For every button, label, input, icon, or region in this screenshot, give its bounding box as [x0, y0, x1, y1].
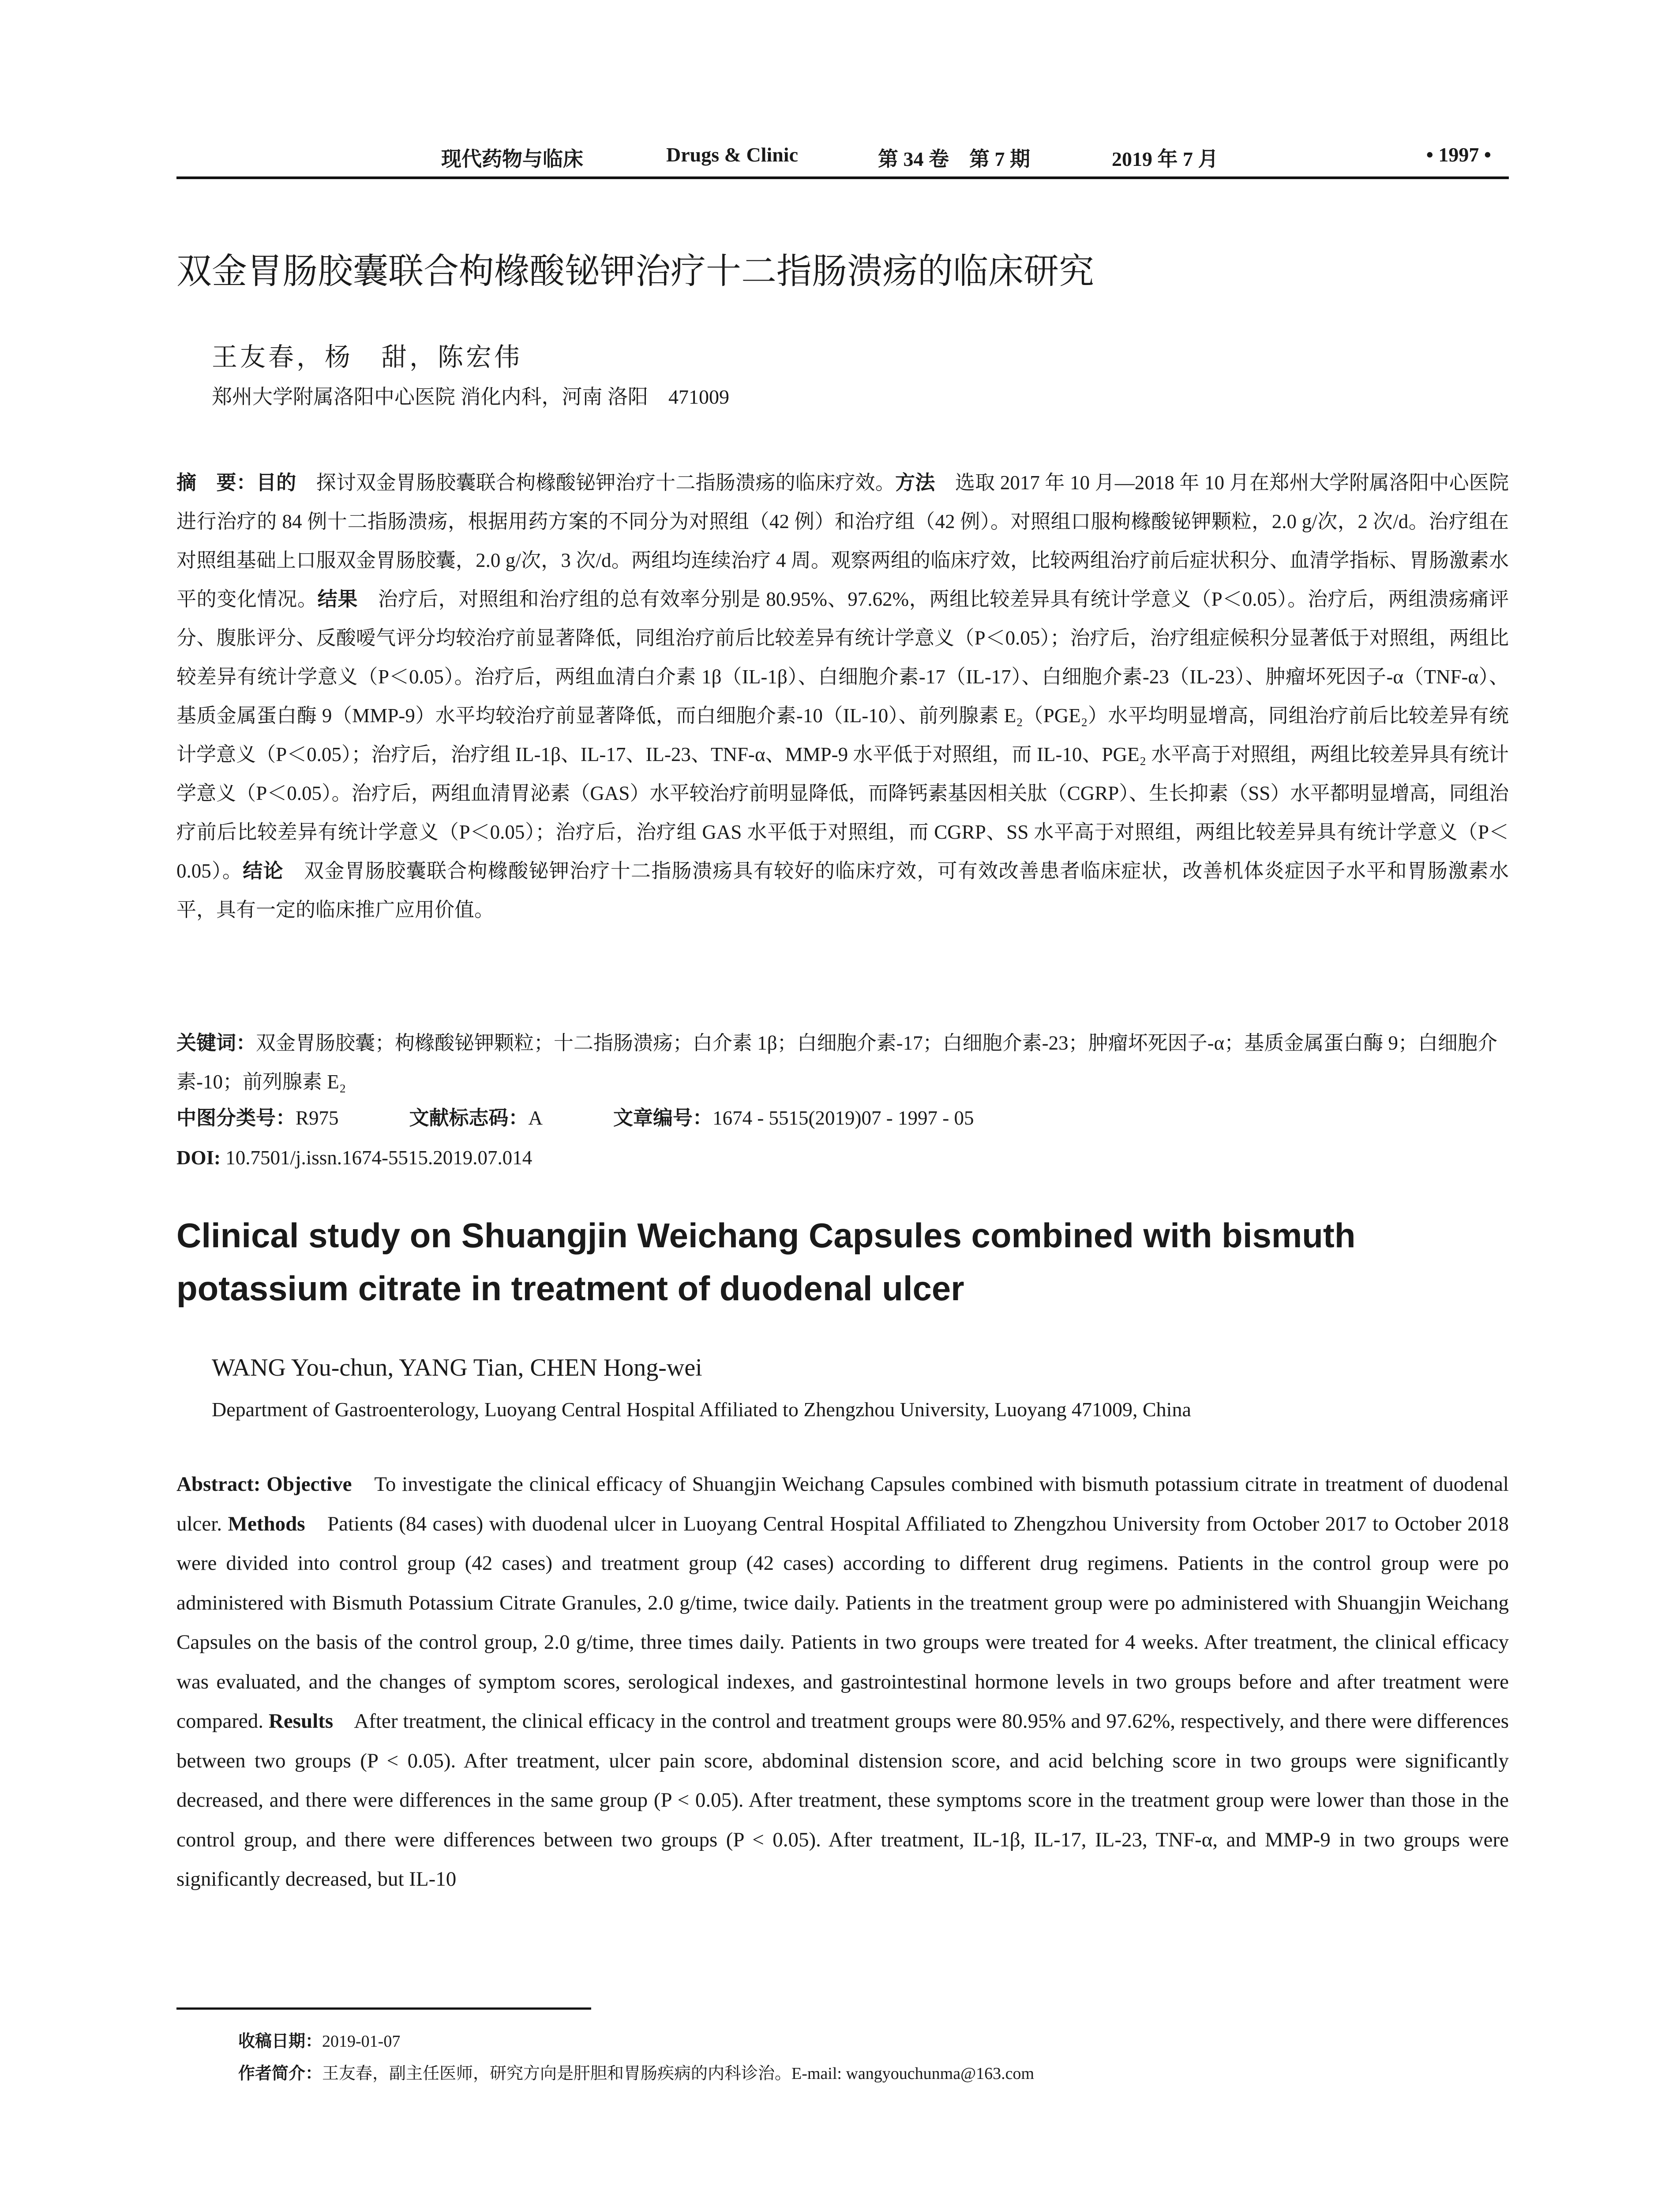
- objective-label-cn: 目的: [256, 471, 296, 494]
- abstract-label-en: Abstract: Objective: [176, 1473, 352, 1496]
- keywords-label-cn: 关键词：: [176, 1031, 256, 1054]
- objective-text-en: To investigate the clinical efficacy of Shuangjin Weichang Capsules combined with bismuth potassium citrate in treatment of duodenal ulcer.: [176, 1473, 1509, 1535]
- footnote-divider: [176, 2007, 591, 2010]
- keywords-cn: [176, 1024, 1509, 1101]
- received-value: 2019-01-07: [322, 2032, 401, 2051]
- author-bio-value: 王友春，副主任医师，研究方向是肝胆和胃肠疾病的内科诊治。E-mail: wangyouchunma@163.com: [322, 2064, 1034, 2083]
- affiliation-cn: 郑州大学附属洛阳中心医院 消化内科，河南 洛阳 471009: [212, 386, 729, 408]
- received-label: 收稿日期：: [238, 2031, 322, 2051]
- authors-en: WANG You-chun, YANG Tian, CHEN Hong-wei: [212, 1354, 702, 1381]
- methods-label-en: Methods: [228, 1512, 305, 1535]
- issue-date: 2019 年 7 月: [1112, 148, 1219, 170]
- results-label-en: Results: [268, 1710, 334, 1733]
- doc-code-value: A: [528, 1107, 543, 1129]
- running-header: [176, 137, 1509, 179]
- doi-value: 10.7501/j.issn.1674-5515.2019.07.014: [221, 1147, 532, 1169]
- authors-cn: 王友春，杨 甜，陈宏伟: [212, 343, 523, 371]
- affiliation-en: Department of Gastroenterology, Luoyang Central Hospital Affiliated to Zhengzhou University, Luoyang 471009, China: [212, 1398, 1191, 1421]
- doi-label: DOI:: [176, 1147, 221, 1169]
- abstract-en: [176, 1465, 1509, 1899]
- footnotes: [238, 2025, 1474, 2090]
- volume-issue: 第 34 卷 第 7 期: [878, 148, 1030, 170]
- abstract-cn: [176, 463, 1509, 929]
- page-number: • 1997 •: [1426, 143, 1491, 166]
- objective-text-cn: 探讨双金胃肠胶囊联合枸橼酸铋钾治疗十二指肠溃疡的临床疗效。: [296, 472, 896, 494]
- methods-label-cn: 方法: [895, 471, 935, 494]
- clc-label: 中图分类号：: [176, 1106, 296, 1129]
- clc-value: R975: [296, 1107, 339, 1129]
- conclusion-label-cn: 结论: [243, 859, 284, 882]
- classification-line: [176, 1099, 1509, 1137]
- abstract-label-cn: 摘 要：: [176, 471, 257, 494]
- conclusion-text-cn: 双金胃肠胶囊联合枸橼酸铋钾治疗十二指肠溃疡具有较好的临床疗效，可有效改善患者临床症状，改善机体炎症因子水平和胃肠激素水平，具有一定的临床推广应用价值。: [176, 860, 1509, 921]
- journal-name-en: Drugs & Clinic: [666, 143, 798, 166]
- author-bio-note: [238, 2057, 1474, 2090]
- results-label-cn: 结果: [317, 587, 358, 611]
- results-text-en: After treatment, the clinical efficacy in the control and treatment groups were 80.95% and 97.62%, respectively, and there were differences between two groups (P < 0.05). After treatment, ulcer pain score, abdominal distension score, and acid belching score in two groups were significantly decreased, and there were differences in the same group (P < 0.05). After treatment, these symptoms score in the treatment group were lower than those in the control group, and there were differences between two groups (P < 0.05). After treatment, IL-1β, IL-17, IL-23, TNF-α, and MMP-9 in two groups were significantly decreased, but IL-10: [176, 1710, 1509, 1891]
- keywords-text-cn: 双金胃肠胶囊；枸橼酸铋钾颗粒；十二指肠溃疡；白介素 1β；白细胞介素-17；白细胞介素-23；肿瘤坏死因子-α；基质金属蛋白酶 9；白细胞介素-10；前列腺素 E₂: [176, 1032, 1497, 1093]
- title-en: Clinical study on Shuangjin Weichang Capsules combined with bismuth potassium citrate in treatment of duodenal ulcer: [176, 1216, 1356, 1308]
- methods-text-cn: 选取 2017 年 10 月—2018 年 10 月在郑州大学附属洛阳中心医院进行治疗的 84 例十二指肠溃疡，根据用药方案的不同分为对照组（42 例）和治疗组（42 例）。对照组口服枸橼酸铋钾颗粒，2.0 g/次，2 次/d。治疗组在对照组基础上口服双金胃肠胶囊，2.0 g/次，3 次/d。两组均连续治疗 4 周。观察两组的临床疗效，比较两组治疗前后症状积分、血清学指标、胃肠激素水平的变化情况。: [176, 472, 1509, 610]
- article-number-value: 1674 - 5515(2019)07 - 1997 - 05: [712, 1107, 974, 1129]
- doi-line: [176, 1138, 532, 1177]
- doc-code-label: 文献标志码：: [409, 1106, 529, 1129]
- article-number-label: 文章编号：: [613, 1106, 713, 1129]
- title-cn: 双金胃肠胶囊联合枸橼酸铋钾治疗十二指肠溃疡的临床研究: [176, 251, 1094, 292]
- results-text-cn: 治疗后，对照组和治疗组的总有效率分别是 80.95%、97.62%，两组比较差异具有统计学意义（P＜0.05）。治疗后，两组溃疡痛评分、腹胀评分、反酸嗳气评分均较治疗前显著降低，同组治疗前后比较差异有统计学意义（P＜0.05）；治疗后，治疗组症候积分显著低于对照组，两组比较差异有统计学意义（P＜0.05）。治疗后，两组血清白介素 1β（IL-1β）、白细胞介素-17（IL-17）、白细胞介素-23（IL-23）、肿瘤坏死因子-α（TNF-α）、基质金属蛋白酶 9（MMP-9）水平均较治疗前显著降低，而白细胞介素-10（IL-10）、前列腺素 E₂（PGE₂）水平均明显增高，同组治疗前后比较差异有统计学意义（P＜0.05）；治疗后，治疗组 IL-1β、IL-17、IL-23、TNF-α、MMP-9 水平低于对照组，而 IL-10、PGE₂ 水平高于对照组，两组比较差异具有统计学意义（P＜0.05）。治疗后，两组血清胃泌素（GAS）水平较治疗前明显降低，而降钙素基因相关肽（CGRP）、生长抑素（SS）水平都明显增高，同组治疗前后比较差异有统计学意义（P＜0.05）；治疗后，治疗组 GAS 水平低于对照组，而 CGRP、SS 水平高于对照组，两组比较差异具有统计学意义（P＜0.05）。: [176, 588, 1509, 882]
- journal-name-cn: 现代药物与临床: [441, 148, 583, 170]
- author-bio-label: 作者简介：: [238, 2063, 322, 2083]
- methods-text-en: Patients (84 cases) with duodenal ulcer in Luoyang Central Hospital Affiliated to Zhengzhou University from October 2017 to October 2018 were divided into control group (42 cases) and treatment group (42 cases) according to different drug regimens. Patients in the control group were po administered with Bismuth Potassium Citrate Granules, 2.0 g/time, twice daily. Patients in the treatment group were po administered with Shuangjin Weichang Capsules on the basis of the control group, 2.0 g/time, three times daily. Patients in two groups were treated for 4 weeks. After treatment, the clinical efficacy was evaluated, and the changes of symptom scores, serological indexes, and gastrointestinal hormone levels in two groups before and after treatment were compared.: [176, 1512, 1509, 1733]
- received-date-note: [238, 2025, 1474, 2057]
